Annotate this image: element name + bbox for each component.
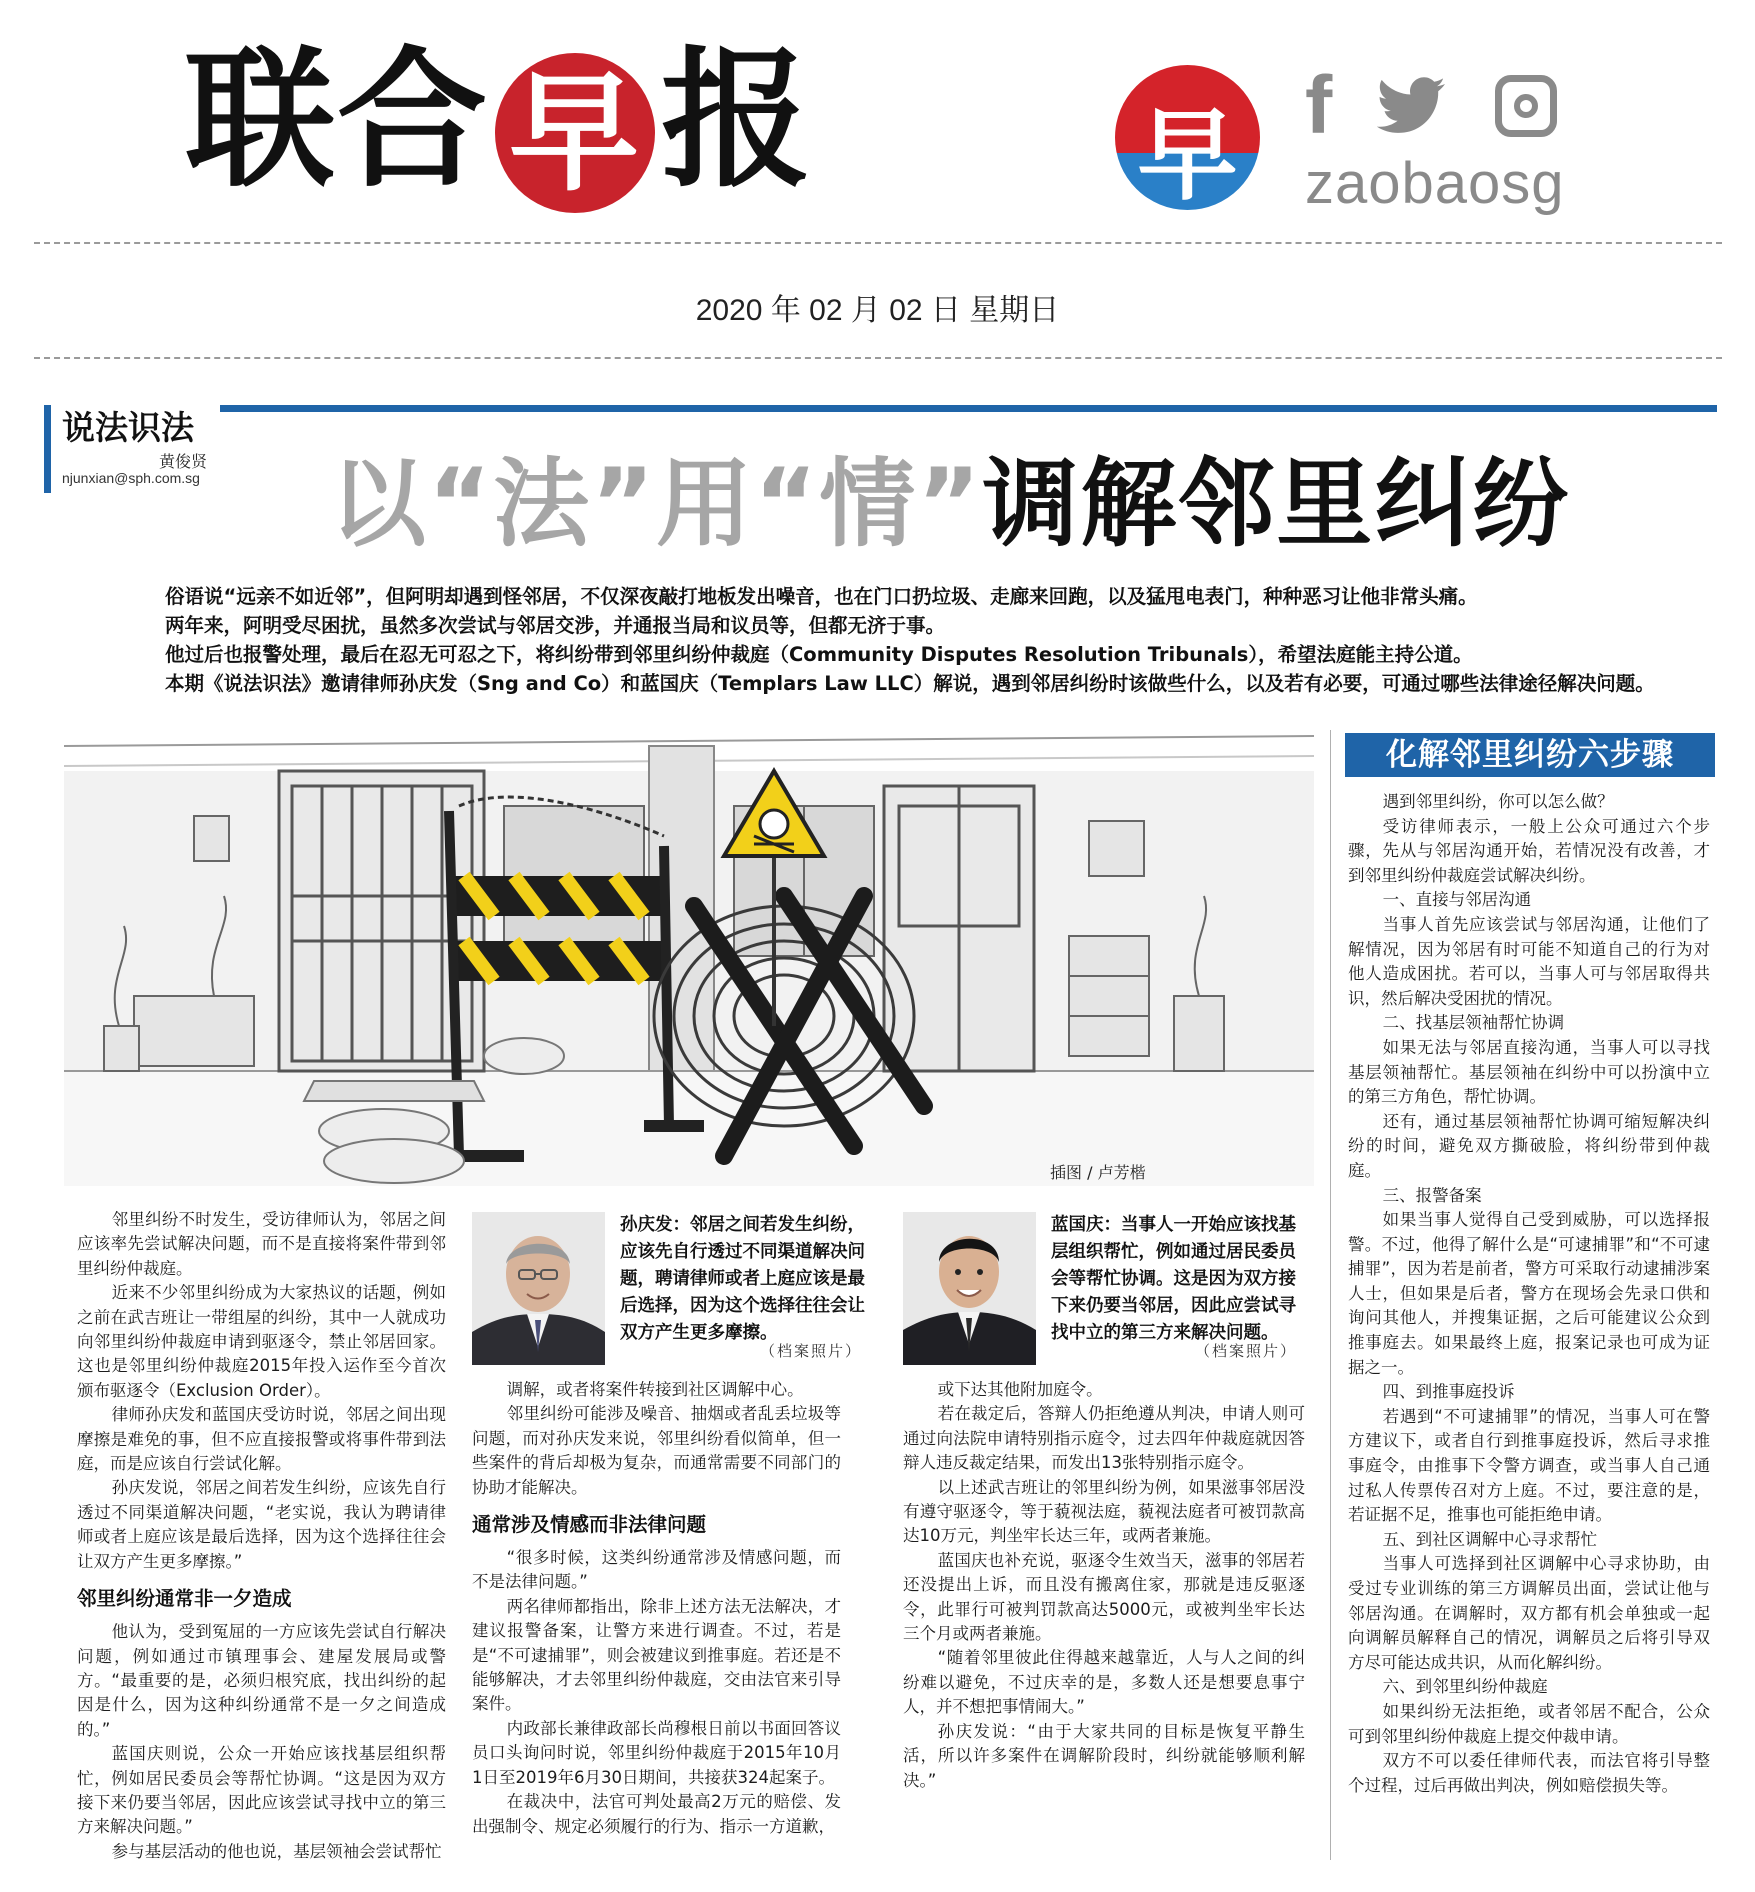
- paragraph: 他认为，受到冤屈的一方应该先尝试自行解决问题，例如通过市镇理事会、建屋发展局或警方。“最重要的是，必须归根究底，找出纠纷的起因是什么，因为这种纠纷通常不是一夕之间造成的。”: [77, 1622, 446, 1739]
- sidebar-paragraph: 还有，通过基层领袖帮忙协调可缩短解决纠纷的时间，避免双方撕破脸，将纠纷带到仲裁庭。: [1348, 1111, 1710, 1180]
- deck-line: 俗语说“远亲不如近邻”，但阿明却遇到怪邻居，不仅深夜敲打地板发出噪音，也在门口扔垃圾、走廊来回跑，以及猛甩电表门，种种恶习让他非常头痛。: [165, 585, 1478, 608]
- sidebar-paragraph: 双方不可以委任律师代表，而法官将引导整个过程，过后再做出判决，例如赔偿损失等。: [1348, 1751, 1710, 1795]
- facebook-icon[interactable]: f: [1305, 60, 1333, 151]
- masthead-title-part1: 联合: [185, 32, 490, 208]
- paragraph: 内政部长兼律政部长尚穆根日前以书面回答议员口头询问时说，邻里纠纷仲裁庭于2015年10月1日至2019年6月30日期间，共接获324起案子。: [472, 1718, 841, 1787]
- masthead-logo[interactable]: [185, 32, 814, 213]
- paragraph: 参与基层活动的他也说，基层领袖会尝试帮忙: [111, 1841, 442, 1861]
- portrait-sng-khing-huat: [472, 1212, 605, 1365]
- paragraph: 调解，或者将案件转接到社区调解中心。: [506, 1380, 804, 1399]
- sidebar-step-heading: 六、到邻里纠纷仲裁庭: [1382, 1677, 1548, 1697]
- sidebar-paragraph: 受访律师表示，一般上公众可通过六个步骤，先从与邻居沟通开始，若情况没有改善，才到邻里纠纷仲裁庭尝试解决纠纷。: [1348, 816, 1710, 885]
- paragraph: 蓝国庆则说，公众一开始应该找基层组织帮忙，例如居民委员会等帮忙协调。“这是因为双方接下来仍要当邻居，因此应该尝试寻找中立的第三方来解决问题。”: [77, 1744, 446, 1837]
- byline-email[interactable]: njunxian@sph.com.sg: [62, 470, 200, 486]
- column-name: 说法识法: [62, 408, 194, 447]
- byline-author: 黄俊贤: [158, 452, 207, 471]
- social-icons: [1305, 60, 1557, 151]
- twitter-icon[interactable]: [1377, 77, 1447, 135]
- sidebar-divider: [1330, 730, 1331, 1860]
- headline-part-dark: 调解邻里纠纷: [982, 448, 1571, 560]
- paragraph: 律师孙庆发和蓝国庆受访时说，邻居之间出现摩擦是难免的事，但不应直接报警或将事件带到法庭，而是应该自行尝试化解。: [77, 1405, 446, 1474]
- paragraph: 邻里纠纷可能涉及噪音、抽烟或者乱丢垃圾等问题，而对孙庆发来说，邻里纠纷看似简单，但一些案件的背后却极为复杂，而通常需要不同部门的协助才能解决。: [472, 1404, 841, 1497]
- zaobao-badge-icon[interactable]: 早: [1115, 65, 1260, 210]
- sidebar-step-heading: 一、直接与邻居沟通: [1382, 890, 1532, 910]
- body-column-3: [903, 1378, 1305, 1793]
- sidebar-step-heading: 二、找基层领袖帮忙协调: [1382, 1013, 1565, 1033]
- paragraph: 以上述武吉班让的邻里纠纷为例，如果滋事邻居没有遵守驱逐令，等于藐视法庭，藐视法庭者可被罚款高达10万元，判坐牢长达三年，或两者兼施。: [903, 1477, 1305, 1546]
- sidebar-paragraph: 如果无法与邻居直接沟通，当事人可以寻找基层领袖帮忙。基层领袖在纠纷中可以扮演中立的第三方角色，帮忙协调。: [1348, 1037, 1710, 1107]
- headline: [330, 448, 1571, 560]
- sidebar-step-heading: 五、到社区调解中心寻求帮忙: [1382, 1529, 1598, 1549]
- body-column-2: [472, 1378, 841, 1839]
- sidebar-title: 化解邻里纠纷六步骤: [1345, 733, 1715, 777]
- paragraph: 孙庆发说，邻居之间若发生纠纷，应该先自行透过不同渠道解决问题，“老实说，我认为聘请律师或者上庭应该是最后选择，因为这个选择往往会让双方产生更多摩擦。”: [77, 1478, 446, 1571]
- subheading: 通常涉及情感而非法律问题: [472, 1513, 707, 1537]
- paragraph: 蓝国庆也补充说，驱逐令生效当天，滋事的邻居若还没提出上诉，而且没有搬离住家，那就是违反驱逐令，此罪行可被判罚款高达5000元，或被判坐牢长达三个月或两者兼施。: [903, 1550, 1305, 1644]
- pull-quote-lam: 蓝国庆：当事人一开始应该找基层组织帮忙，例如通过居民委员会等帮忙协调。这是因为双方接下来仍要当邻居，因此应尝试寻找中立的第三方来解决问题。: [1051, 1215, 1296, 1343]
- pull-quote-sng: 孙庆发：邻居之间若发生纠纷，应该先自行透过不同渠道解决问题，聘请律师或者上庭应该是最后选择，因为这个选择往往会让双方产生更多摩擦。: [620, 1215, 865, 1343]
- paragraph: 两名律师都指出，除非上述方法无法解决，才建议报警备案，让警方来进行调查。不过，若是是“不可逮捕罪”，则会被建议到推事庭。若还是不能够解决，才去邻里纠纷仲裁庭，交由法官来引导案件。: [472, 1596, 841, 1714]
- paragraph: “很多时候，这类纠纷通常涉及情感问题，而不是法律问题。”: [472, 1548, 841, 1592]
- sidebar-step-heading: 三、报警备案: [1382, 1185, 1482, 1205]
- sidebar-paragraph: 若遇到“不可逮捕罪”的情况，当事人可在警方建议下，或者自行到推事庭投诉，然后寻求推事庭令，由推事下令警方调查，或当事人自己通过私人传票传召对方上庭。不过，要注意的是，若证据不足，推事也可能拒绝申请。: [1348, 1406, 1710, 1525]
- instagram-icon[interactable]: [1495, 75, 1557, 137]
- subheading: 邻里纠纷通常非一夕造成: [77, 1587, 292, 1611]
- deck-line: 本期《说法识法》邀请律师孙庆发（Sng and Co）和蓝国庆（Templars Law LLC）解说，遇到邻居纠纷时该做些什么，以及若有必要，可通过哪些法律途径解决问题。: [165, 672, 1655, 695]
- body-column-1: [77, 1208, 446, 1864]
- headline-part-grey: 以“法”用“情”: [330, 448, 983, 560]
- photo-caption: （档案照片）: [1195, 1342, 1298, 1360]
- sidebar-step-heading: 四、到推事庭投诉: [1382, 1382, 1515, 1402]
- dateline: 2020 年 02 月 02 日 星期日: [695, 294, 1060, 327]
- portrait-lam-kok-kheng: [903, 1212, 1036, 1365]
- divider-top: [34, 242, 1722, 244]
- social-handle[interactable]: zaobaosg: [1305, 151, 1565, 216]
- sidebar-paragraph: 如果纠纷无法拒绝，或者邻居不配合，公众可到邻里纠纷仲裁庭上提交仲裁申请。: [1348, 1701, 1710, 1746]
- paragraph: 或下达其他附加庭令。: [937, 1380, 1103, 1399]
- paragraph: 孙庆发说：“由于大家共同的目标是恢复平静生活，所以许多案件在调解阶段时，纠纷就能够顺利解决。”: [903, 1721, 1305, 1790]
- photo-caption: （档案照片）: [760, 1342, 863, 1360]
- sidebar-six-steps: [1348, 790, 1710, 1798]
- sidebar-paragraph: 当事人可选择到社区调解中心寻求协助，由受过专业训练的第三方调解员出面，尝试让他与邻居沟通。在调解时，双方都有机会单独或一起向调解员解释自己的情况，调解员之后将引导双方尽可能达成共识，从而化解纠纷。: [1348, 1554, 1710, 1672]
- sidebar-paragraph: 遇到邻里纠纷，你可以怎么做？: [1382, 792, 1614, 811]
- paragraph: 近来不少邻里纠纷成为大家热议的话题，例如之前在武吉班让一带组屋的纠纷，其中一人就成功向邻里纠纷仲裁庭申请到驱逐令，禁止邻居回家。这也是邻里纠纷仲裁庭2015年投入运作至今首次颁布驱逐令（Exclusion Order）。: [77, 1283, 446, 1400]
- paragraph: 在裁决中，法官可判处最高2万元的赔偿、发出强制令、规定必须履行的行为、指示一方道歉，: [472, 1792, 841, 1836]
- paragraph: “随着邻里彼此住得越来越靠近，人与人之间的纠纷难以避免，不过庆幸的是，多数人还是想要息事宁人，并不想把事情闹大。”: [903, 1648, 1305, 1717]
- divider-bottom: [34, 357, 1722, 359]
- illustration-credit: 插图 / 卢芳楷: [1050, 1163, 1146, 1182]
- deck-line: 他过后也报警处理，最后在忍无可忍之下，将纠纷带到邻里纠纷仲裁庭（Community Disputes Resolution Tribunals），希望法庭能主持公道。: [165, 643, 1473, 666]
- illustration-neighbour-barricade: [64, 726, 1314, 1186]
- deck: [165, 582, 1675, 698]
- column-rule: [220, 405, 1717, 412]
- sidebar-paragraph: 如果当事人觉得自己受到威胁，可以选择报警。不过，他得了解什么是“可逮捕罪”和“不可逮捕罪”，因为若是前者，警方可采取行动逮捕涉案人士，但如果是后者，警方在现场会先录口供和询问其他人，并搜集证据，之后可能建议公众到推事庭去。如果最终上庭，报案记录也可成为证据之一。: [1348, 1210, 1710, 1377]
- paragraph: 邻里纠纷不时发生，受访律师认为，邻居之间应该率先尝试解决问题，而不是直接将案件带到邻里纠纷仲裁庭。: [77, 1210, 446, 1278]
- column-accent-bar: [44, 405, 51, 493]
- deck-line: 两年来，阿明受尽困扰，虽然多次尝试与邻居交涉，并通报当局和议员等，但都无济于事。: [165, 614, 946, 637]
- paragraph: 若在裁定后，答辩人仍拒绝遵从判决，申请人则可通过向法院申请特别指示庭令，过去四年仲裁庭就因答辩人违反裁定结果，而发出13张特别指示庭令。: [903, 1404, 1305, 1473]
- masthead-title-part2: 报: [661, 32, 814, 208]
- masthead-red-sun: 早: [495, 53, 655, 213]
- sidebar-paragraph: 当事人首先应该尝试与邻居沟通，让他们了解情况，因为邻居有时可能不知道自己的行为对他人造成困扰。若可以，当事人可与邻居取得共识，然后解决受困扰的情况。: [1348, 914, 1710, 1008]
